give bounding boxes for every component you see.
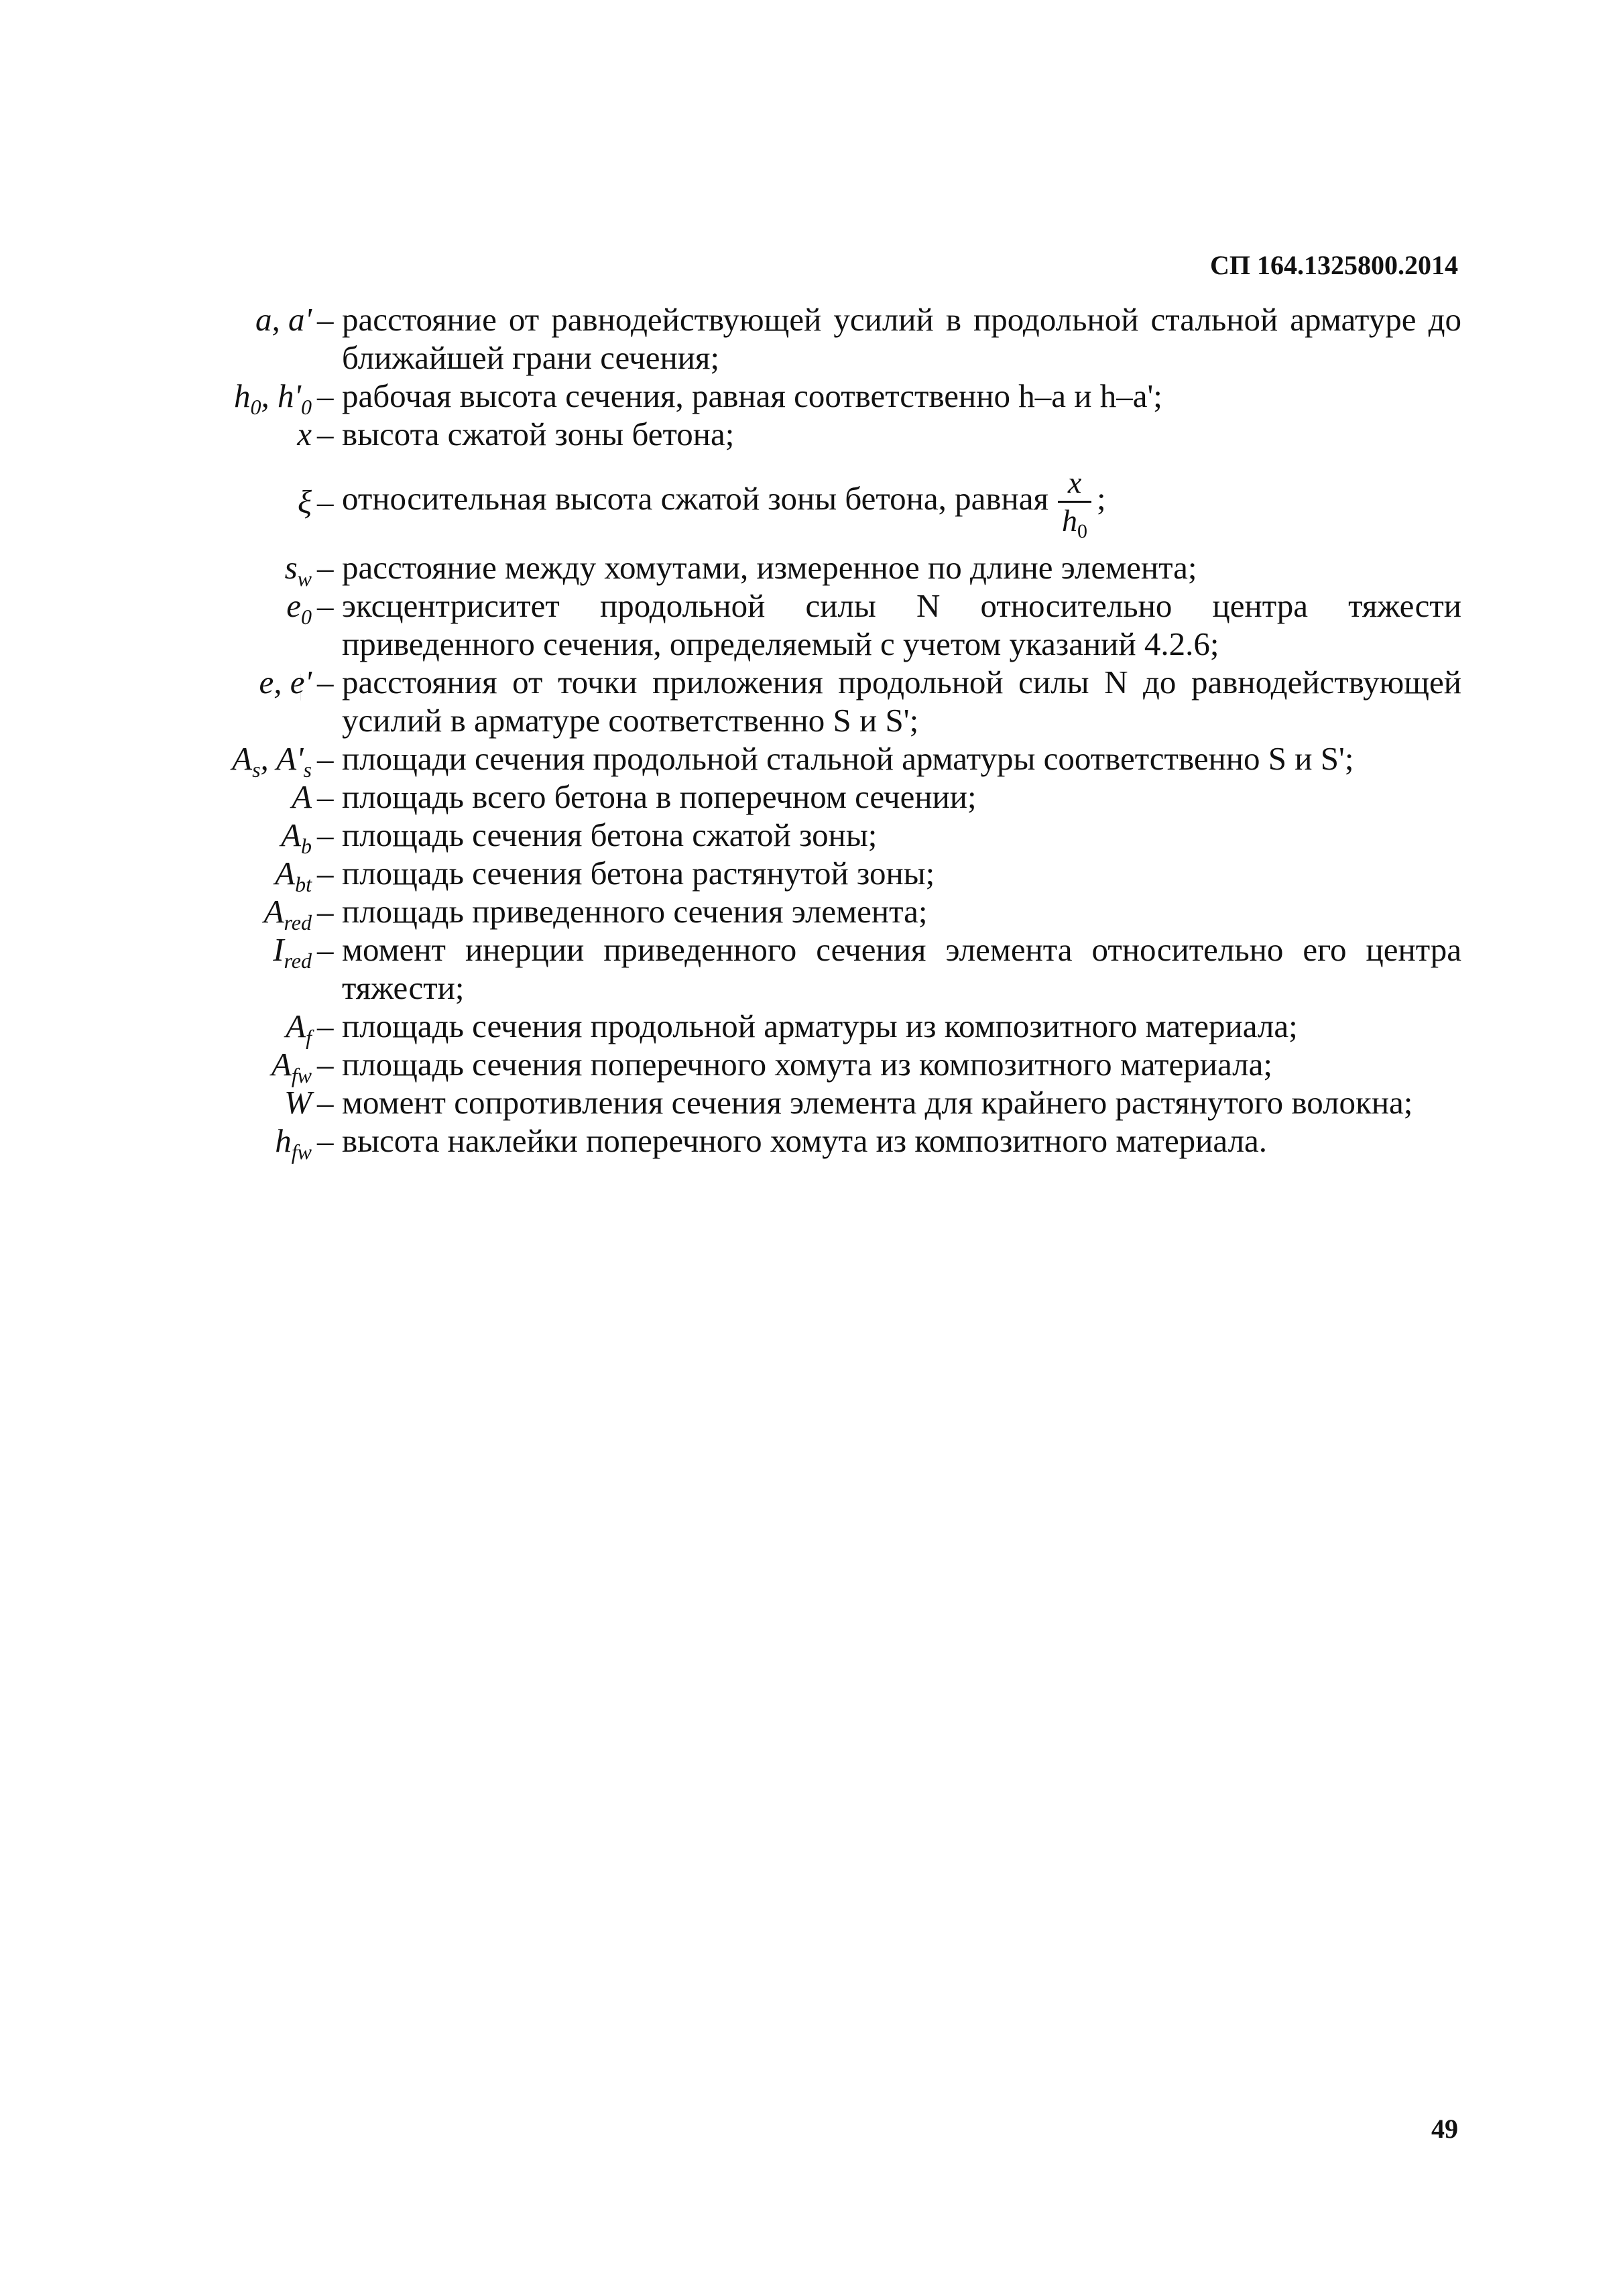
- definition-text: расстояние между хомутами, измеренное по длине элемента;: [342, 549, 1197, 586]
- definition-symbol: $h_{fw}$: [275, 1122, 312, 1164]
- definition-text: момент сопротивления сечения элемента для крайнего растянутого волокна;: [342, 1084, 1413, 1121]
- definition-row: [168, 816, 1461, 858]
- definition-row: [168, 548, 1461, 591]
- definition-symbol: $A_f$: [286, 1008, 312, 1049]
- definition-text: расстояния от точки приложения продольной силы N до равнодействующей усилий в арматуре соответственно S и S';: [342, 664, 1461, 739]
- definition-row: [168, 930, 1461, 1007]
- definition-row: [168, 1083, 1461, 1122]
- definition-dash: –: [317, 1008, 334, 1044]
- definition-row: [168, 1007, 1461, 1049]
- fraction-bar: [1058, 501, 1091, 503]
- fraction-x-over-h0: [1058, 465, 1091, 542]
- definition-dash: –: [317, 301, 334, 338]
- definition-dash: –: [317, 549, 334, 586]
- definition-dash: –: [317, 740, 334, 777]
- definition-symbol: $A_{bt}$: [275, 855, 312, 896]
- definition-dash: –: [317, 587, 334, 624]
- definition-dash: –: [317, 416, 334, 452]
- definition-dash: –: [317, 377, 334, 414]
- definition-text: высота сжатой зоны бетона;: [342, 416, 735, 452]
- definition-dash: –: [317, 1046, 334, 1083]
- definition-symbol: $I_{red}$: [273, 931, 312, 973]
- definition-symbol: e, e': [259, 664, 312, 701]
- definition-text: относительная высота сжатой зоны бетона, равная $\frac{x}{h_0}$ ;: [342, 465, 1106, 542]
- definition-text: площадь приведенного сечения элемента;: [342, 893, 928, 930]
- definition-dash: –: [317, 664, 334, 701]
- definition-dash: –: [317, 931, 334, 968]
- definition-text: расстояние от равнодействующей усилий в продольной стальной арматуре до ближайшей грани сечения;: [342, 301, 1461, 376]
- definition-row: [168, 455, 1461, 548]
- definition-row: [168, 415, 1461, 453]
- definition-dash: –: [317, 893, 334, 930]
- definition-text: площадь сечения продольной арматуры из композитного материала;: [342, 1008, 1298, 1044]
- symbols-definition-list: [168, 300, 1461, 1164]
- definition-text: площадь всего бетона в поперечном сечении;: [342, 778, 977, 815]
- definition-row: [168, 1045, 1461, 1087]
- definition-text: площадь сечения бетона сжатой зоны;: [342, 817, 878, 853]
- definition-row: [168, 300, 1461, 377]
- definition-symbol: $e_0$: [286, 587, 312, 629]
- definition-symbol: $s_w$: [284, 549, 312, 591]
- fraction-denominator: $h_0$: [1062, 503, 1088, 542]
- definition-dash: –: [317, 1084, 334, 1121]
- definition-text: площадь сечения бетона растянутой зоны;: [342, 855, 935, 892]
- definition-text: рабочая высота сечения, равная соответственно h–a и h–a';: [342, 377, 1162, 414]
- definition-symbol: W: [284, 1084, 312, 1121]
- definition-text: момент инерции приведенного сечения элемента относительно его центра тяжести;: [342, 931, 1461, 1006]
- definition-symbol: ξ: [298, 483, 312, 520]
- definition-row: [168, 892, 1461, 934]
- definition-row: [168, 778, 1461, 816]
- definition-symbol: $A_s$, $A'_s$: [232, 740, 312, 782]
- fraction-numerator: x: [1067, 465, 1082, 499]
- definition-symbol: x: [297, 416, 312, 452]
- definition-symbol: $A_{fw}$: [271, 1046, 312, 1087]
- definition-row: [168, 587, 1461, 663]
- definition-symbol: a, a': [255, 301, 312, 338]
- definition-row: [168, 663, 1461, 739]
- definition-symbol: $A_b$: [281, 817, 312, 858]
- definition-dash: –: [317, 1122, 334, 1159]
- definition-row: [168, 1122, 1461, 1164]
- definition-text: эксцентриситет продольной силы N относительно центра тяжести приведенного сечения, определяемый с учетом указаний 4.2.6;: [342, 587, 1461, 662]
- definition-symbol: A: [292, 778, 312, 815]
- definition-symbol: $A_{red}$: [263, 893, 312, 934]
- definition-text: площади сечения продольной стальной арматуры соответственно S и S';: [342, 740, 1354, 777]
- definition-dash: –: [317, 855, 334, 892]
- definition-row: [168, 739, 1461, 782]
- definition-row: [168, 377, 1461, 419]
- definition-text: площадь сечения поперечного хомута из композитного материала;: [342, 1046, 1272, 1083]
- page-number: 49: [1431, 2114, 1458, 2144]
- definition-text: высота наклейки поперечного хомута из композитного материала.: [342, 1122, 1268, 1159]
- document-code: СП 164.1325800.2014: [1210, 250, 1458, 280]
- definition-dash: –: [317, 817, 334, 853]
- definition-symbol: $h_0$, $h'_0$: [234, 377, 312, 419]
- definition-row: [168, 854, 1461, 896]
- definition-dash: –: [317, 778, 334, 815]
- definition-dash: –: [317, 483, 334, 520]
